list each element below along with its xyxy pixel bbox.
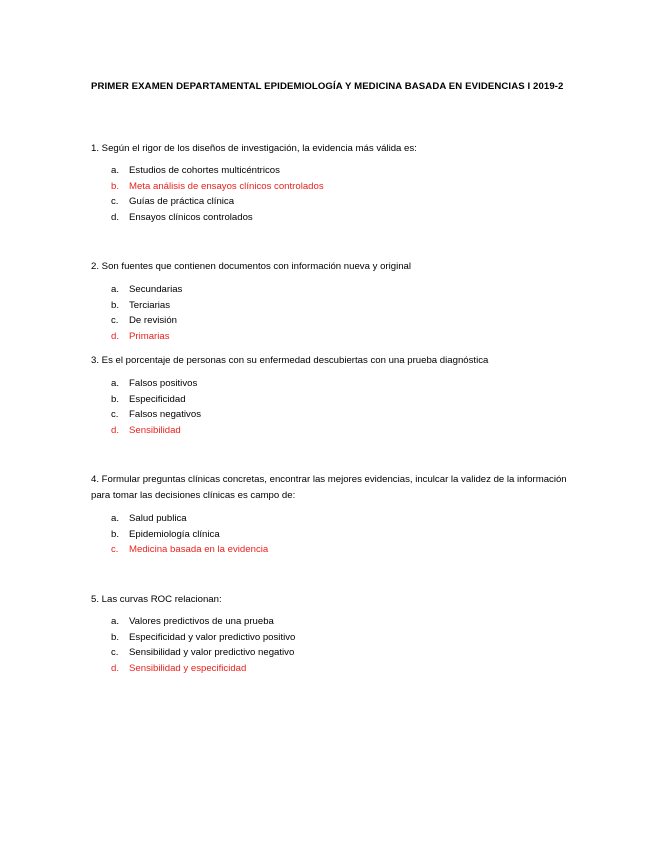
question-1-option-a: a. Estudios de cohortes multicéntricos (111, 165, 280, 176)
question-5-option-a: a. Valores predictivos de una prueba (111, 616, 274, 627)
question-2-option-d-correct: d. Primarias (111, 330, 170, 342)
question-4-options (111, 511, 268, 558)
question-3-option-c: c. Falsos negativos (111, 409, 201, 421)
question-3-option-a: a. Falsos positivos (111, 378, 198, 389)
question-3-options (111, 376, 201, 438)
question-1-option-c: c. Guías de práctica clínica (111, 196, 235, 208)
question-5-option-b: b. Especificidad y valor predictivo positivo (111, 631, 296, 643)
question-2-option-b: b. Terciarias (111, 299, 171, 311)
question-3-text: 3. Es el porcentaje de personas con su enfermedad descubiertas con una prueba diagnóstica (91, 355, 489, 366)
question-1-options (111, 163, 324, 225)
exam-title: PRIMER EXAMEN DEPARTAMENTAL EPIDEMIOLOGÍA Y MEDICINA BASADA EN EVIDENCIAS I 2019-2 (91, 81, 564, 92)
question-5-option-d-correct: d. Sensibilidad y especificidad (111, 662, 247, 674)
question-2-option-c: c. De revisión (111, 315, 177, 327)
question-2-option-a: a. Secundarias (111, 284, 183, 295)
question-3-option-d-correct: d. Sensibilidad (111, 424, 181, 436)
question-1-text: 1. Según el rigor de los diseños de investigación, la evidencia más válida es: (91, 143, 417, 154)
question-2-text: 2. Son fuentes que contienen documentos con información nueva y original (91, 261, 411, 272)
question-4-option-b: b. Epidemiología clínica (111, 528, 220, 540)
question-4-text: 4. Formular preguntas clínicas concretas, encontrar las mejores evidencias, inculcar la validez de la información para tomar las decisiones clínicas es campo de: (91, 474, 567, 501)
question-3-option-b: b. Especificidad (111, 393, 186, 405)
question-5-text: 5. Las curvas ROC relacionan: (91, 594, 222, 605)
question-1-option-b-correct: b. Meta análisis de ensayos clínicos controlados (111, 180, 324, 192)
question-5-option-c: c. Sensibilidad y valor predictivo negativo (111, 647, 295, 659)
question-4-option-a: a. Salud publica (111, 513, 187, 524)
question-1-option-d: d. Ensayos clínicos controlados (111, 211, 253, 223)
question-2-options (111, 282, 182, 344)
question-4-option-c-correct: c. Medicina basada en la evidencia (111, 544, 269, 556)
question-5-options (111, 614, 295, 676)
